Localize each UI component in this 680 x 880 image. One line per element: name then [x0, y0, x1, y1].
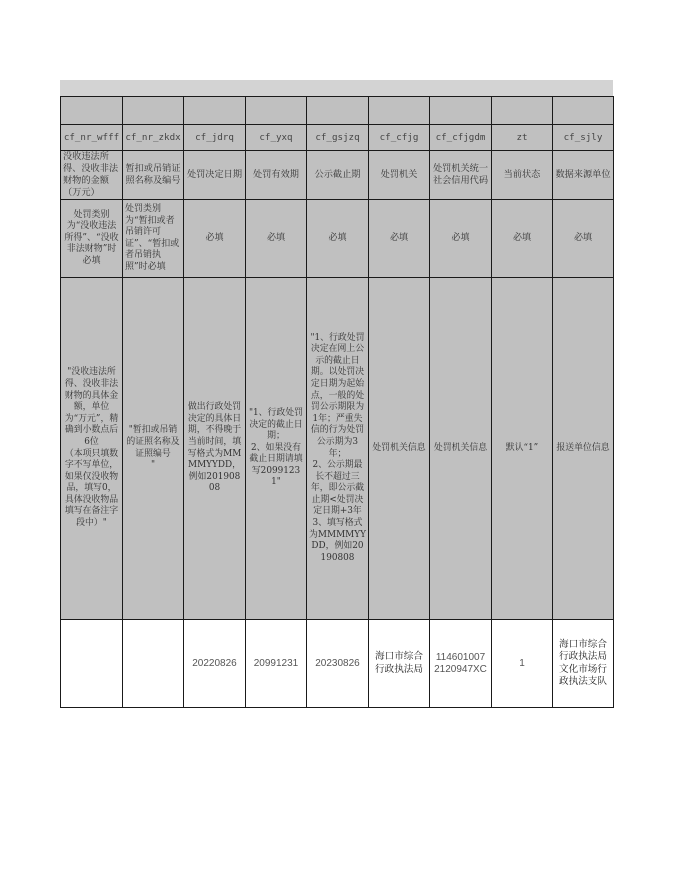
- cell[interactable]: [369, 97, 430, 125]
- data-cell[interactable]: 20220826: [184, 620, 246, 708]
- field-title-cell[interactable]: 当前状态: [492, 151, 553, 200]
- required-cell[interactable]: 必填: [430, 200, 492, 278]
- cell[interactable]: [492, 97, 553, 125]
- field-name-cell[interactable]: cf_cfjg: [369, 125, 430, 151]
- description-cell[interactable]: 处罚机关信息: [430, 278, 492, 620]
- required-cell[interactable]: 必填: [184, 200, 246, 278]
- data-cell[interactable]: 1: [492, 620, 553, 708]
- field-title-cell[interactable]: 处罚机关统一社会信用代码: [430, 151, 492, 200]
- cell[interactable]: [123, 97, 184, 125]
- required-cell[interactable]: 必填: [553, 200, 614, 278]
- blank-row: [61, 97, 614, 125]
- data-cell[interactable]: [61, 620, 123, 708]
- field-title-row: [61, 151, 614, 200]
- description-cell[interactable]: "1、行政处罚决定在网上公示的截止日期。以处罚决定日期为起始点，一般的处罚公示期限为1年；严重失信的行为处罚公示期为3年； 2、公示期最长不超过三年，即公示截止期<处罚决定日期+3年 3、填写格式为MMMMYYDD，例如20190808: [307, 278, 369, 620]
- description-cell[interactable]: "1、行政处罚决定的截止日期； 2、如果没有截止日期请填写20991231": [246, 278, 307, 620]
- required-cell[interactable]: 处罚类别为“暂扣或者吊销许可证”、“暂扣或者吊销执照”时必填: [123, 200, 184, 278]
- required-cell[interactable]: 必填: [246, 200, 307, 278]
- data-cell[interactable]: 20230826: [307, 620, 369, 708]
- data-cell[interactable]: 114601007 2120947XC: [430, 620, 492, 708]
- required-cell[interactable]: 必填: [492, 200, 553, 278]
- cell[interactable]: [246, 97, 307, 125]
- required-cell[interactable]: 必填: [307, 200, 369, 278]
- required-row: [61, 200, 614, 278]
- field-title-cell[interactable]: 处罚决定日期: [184, 151, 246, 200]
- description-row: [61, 278, 614, 620]
- cell[interactable]: [307, 97, 369, 125]
- required-cell[interactable]: 处罚类别为“没收违法所得”、“没收非法财物”时必填: [61, 200, 123, 278]
- field-title-cell[interactable]: 没收违法所得、没收非法财物的金额（万元）: [61, 151, 123, 200]
- description-cell[interactable]: 报送单位信息: [553, 278, 614, 620]
- cell[interactable]: [61, 97, 123, 125]
- field-name-cell[interactable]: cf_cfjgdm: [430, 125, 492, 151]
- field-title-cell[interactable]: 处罚有效期: [246, 151, 307, 200]
- field-name-cell[interactable]: cf_jdrq: [184, 125, 246, 151]
- field-title-cell[interactable]: 处罚机关: [369, 151, 430, 200]
- field-name-cell[interactable]: cf_sjly: [553, 125, 614, 151]
- cell[interactable]: [553, 97, 614, 125]
- data-cell[interactable]: 海口市综合行政执法局文化市场行政执法支队: [553, 620, 614, 708]
- description-cell[interactable]: 默认“1”: [492, 278, 553, 620]
- field-title-cell[interactable]: 公示截止期: [307, 151, 369, 200]
- spreadsheet-table: [60, 96, 614, 708]
- field-name-cell[interactable]: zt: [492, 125, 553, 151]
- data-cell[interactable]: 20991231: [246, 620, 307, 708]
- gray-band: [60, 80, 613, 96]
- field-title-cell[interactable]: 数据来源单位: [553, 151, 614, 200]
- data-row: [61, 620, 614, 708]
- required-cell[interactable]: 必填: [369, 200, 430, 278]
- cell[interactable]: [184, 97, 246, 125]
- field-name-cell[interactable]: cf_yxq: [246, 125, 307, 151]
- description-cell[interactable]: 做出行政处罚决定的具体日期，不得晚于当前时间，填写格式为MMMMYYDD，例如20190808: [184, 278, 246, 620]
- field-name-cell[interactable]: cf_nr_wfff: [61, 125, 123, 151]
- data-cell[interactable]: [123, 620, 184, 708]
- cell[interactable]: [430, 97, 492, 125]
- description-cell[interactable]: "暂扣或吊销的证照名称及证照编号 ": [123, 278, 184, 620]
- field-name-cell[interactable]: cf_gsjzq: [307, 125, 369, 151]
- field-title-cell[interactable]: 暂扣或吊销证照名称及编号: [123, 151, 184, 200]
- field-name-row: [61, 125, 614, 151]
- description-cell[interactable]: "没收违法所得、没收非法财物的具体金额，单位为“万元”，精确到小数点后6位 （本项只填数字不写单位，如果仅没收物品，填写0，具体没收物品填写在备注字段中）": [61, 278, 123, 620]
- description-cell[interactable]: 处罚机关信息: [369, 278, 430, 620]
- field-name-cell[interactable]: cf_nr_zkdx: [123, 125, 184, 151]
- data-cell[interactable]: 海口市综合行政执法局: [369, 620, 430, 708]
